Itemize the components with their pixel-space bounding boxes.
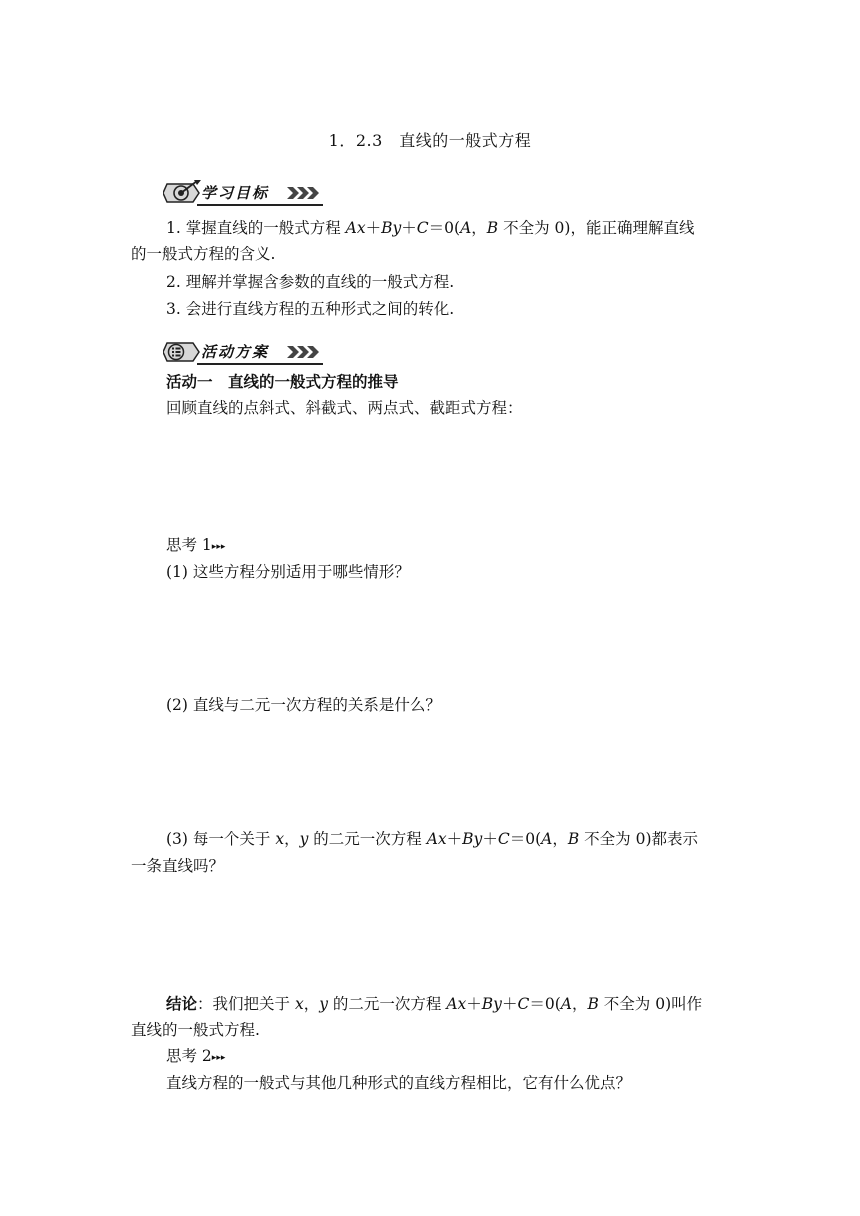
objective-1-line2: 的一般式方程的含义. (131, 245, 276, 263)
question-2: (2) 直线与二元一次方程的关系是什么？ (166, 696, 441, 714)
triangle-marker-icon: ▸▸▸ (211, 542, 226, 552)
triangle-marker-icon: ▸▸▸ (211, 1053, 226, 1063)
activity-1-title: 活动一 直线的一般式方程的推导 (166, 372, 399, 391)
objective-1-line1: 1. 掌握直线的一般式方程 Ax＋By＋C＝0(A，B 不全为 0)，能正确理解直线 (166, 219, 695, 237)
chevrons-icon (287, 345, 327, 359)
activities-label: 活动方案 (201, 343, 270, 361)
activities-banner (163, 337, 323, 367)
banner-underline (197, 204, 323, 206)
banner-underline (197, 363, 323, 365)
page-title: 1．2.3 直线的一般式方程 (328, 131, 532, 150)
list-icon (163, 339, 203, 365)
objectives-label: 学习目标 (201, 184, 270, 202)
conclusion-line2: 直线的一般式方程. (131, 1021, 260, 1039)
think-2-heading: 思考 2▸▸▸ (166, 1047, 226, 1065)
conclusion-line1: 结论：我们把关于 x，y 的二元一次方程 Ax＋By＋C＝0(A，B 不全为 0)叫作 (166, 994, 703, 1013)
objective-3: 3. 会进行直线方程的五种形式之间的转化. (166, 300, 455, 318)
think-1-heading: 思考 1▸▸▸ (166, 536, 226, 554)
target-icon (163, 180, 203, 206)
question-3-line2: 一条直线吗？ (131, 857, 225, 875)
objectives-banner (163, 178, 323, 208)
question-1: (1) 这些方程分别适用于哪些情形？ (166, 563, 410, 581)
question-4: 直线方程的一般式与其他几种形式的直线方程相比，它有什么优点？ (166, 1074, 632, 1092)
question-3-line1: (3) 每一个关于 x，y 的二元一次方程 Ax＋By＋C＝0(A，B 不全为 0)都表示 (166, 830, 698, 848)
objective-2: 2. 理解并掌握含参数的直线的一般式方程. (166, 273, 455, 291)
review-prompt: 回顾直线的点斜式、斜截式、两点式、截距式方程： (166, 399, 523, 417)
chevrons-icon (287, 186, 327, 200)
